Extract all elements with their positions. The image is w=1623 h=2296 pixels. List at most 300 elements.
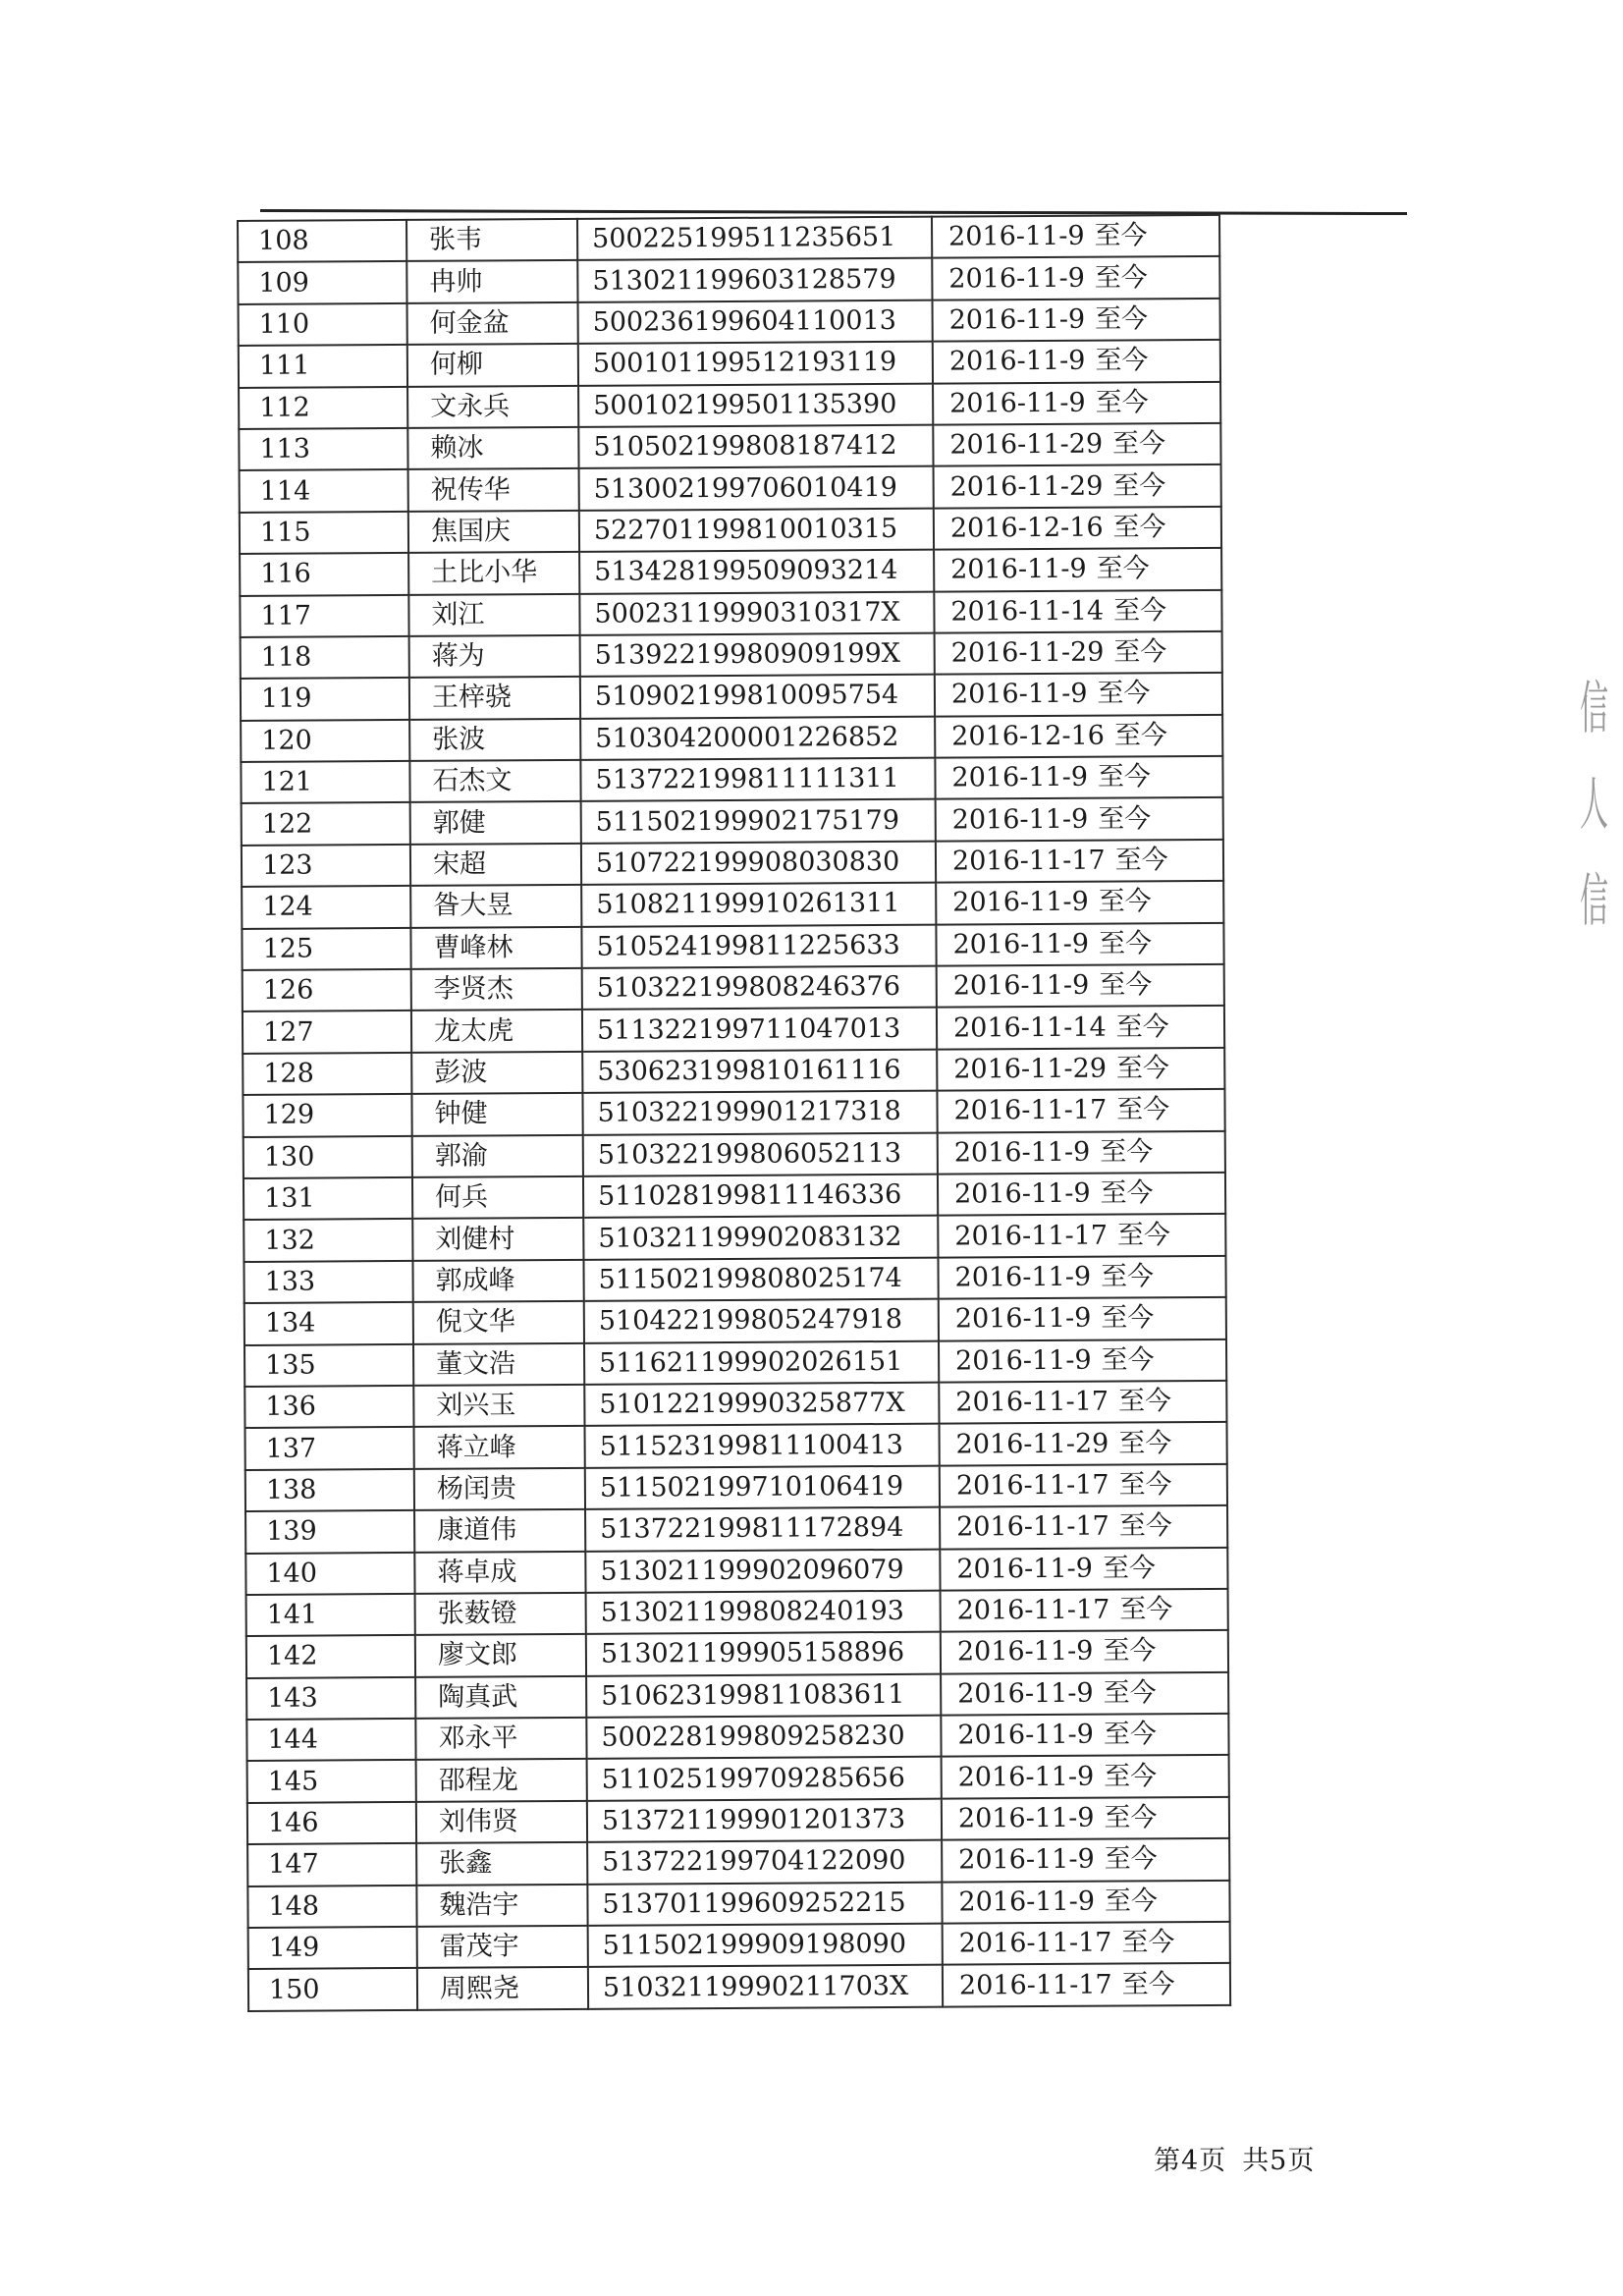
start-date: 2016-11-14 — [952, 1011, 1107, 1044]
name-cell: 郭渝 — [412, 1134, 583, 1176]
id-number-cell: 51032119990211703X — [588, 1965, 943, 2009]
date-range-cell — [938, 1256, 1225, 1299]
date-range-cell — [932, 256, 1219, 300]
start-date: 2016-11-17 — [956, 1510, 1109, 1543]
row-number-cell: 139 — [245, 1510, 414, 1553]
table-row — [238, 256, 1219, 303]
name-cell: 康道伟 — [414, 1509, 585, 1552]
start-date: 2016-11-9 — [950, 554, 1087, 585]
date-range-cell — [937, 1006, 1224, 1049]
table-row — [244, 1297, 1226, 1344]
name-cell: 张薮镫 — [415, 1593, 586, 1635]
end-status: 至今 — [1113, 594, 1167, 627]
id-number-cell: 510322199901217318 — [582, 1091, 937, 1135]
id-number-cell: 513428199509093214 — [579, 550, 934, 594]
date-range-cell — [933, 381, 1220, 424]
id-number-cell: 513722199704122090 — [587, 1840, 942, 1885]
row-number-cell: 122 — [242, 802, 410, 845]
row-number-cell: 132 — [243, 1219, 412, 1261]
end-status: 至今 — [1112, 512, 1166, 543]
row-number-cell: 112 — [239, 387, 407, 429]
id-number-cell: 51392219980909199X — [580, 633, 935, 678]
start-date: 2016-11-9 — [948, 346, 1086, 377]
end-status: 至今 — [1113, 720, 1167, 751]
id-number-cell: 510322199806052113 — [583, 1132, 938, 1176]
date-range-cell — [940, 1464, 1227, 1507]
table-row — [241, 756, 1222, 803]
name-cell: 张波 — [409, 719, 580, 761]
row-number-cell: 130 — [243, 1136, 412, 1178]
start-date: 2016-11-17 — [953, 1094, 1108, 1126]
end-status: 至今 — [1118, 1427, 1172, 1459]
name-cell: 李贤杰 — [411, 968, 582, 1011]
name-cell: 陶真武 — [415, 1676, 586, 1719]
end-status: 至今 — [1117, 1386, 1172, 1417]
name-cell: 曹峰林 — [410, 927, 581, 969]
end-status: 至今 — [1102, 1552, 1156, 1584]
id-number-cell: 500102199501135390 — [578, 383, 933, 427]
roster-table-body — [238, 215, 1230, 2011]
row-number-cell: 113 — [239, 428, 407, 470]
row-number-cell: 108 — [238, 220, 406, 262]
start-date: 2016-11-9 — [955, 1344, 1092, 1377]
name-cell: 冉帅 — [406, 260, 577, 302]
id-number-cell: 50023119990310317X — [579, 591, 934, 635]
date-range-cell — [937, 964, 1224, 1008]
end-status: 至今 — [1103, 1635, 1157, 1667]
name-cell: 何柳 — [407, 344, 578, 386]
end-status: 至今 — [1101, 1302, 1155, 1334]
start-date: 2016-11-17 — [956, 1594, 1110, 1626]
start-date: 2016-11-9 — [948, 220, 1085, 252]
row-number-cell: 115 — [240, 512, 408, 554]
date-range-cell — [941, 1714, 1228, 1757]
start-date: 2016-11-9 — [950, 679, 1088, 711]
end-status: 至今 — [1096, 553, 1150, 584]
id-number-cell: 513021199902096079 — [585, 1549, 940, 1593]
start-date: 2016-12-16 — [949, 512, 1104, 544]
id-number-cell: 500225199511235651 — [577, 217, 932, 261]
end-status: 至今 — [1104, 1886, 1159, 1917]
table-row — [245, 1422, 1227, 1469]
id-number-cell: 511502199902175179 — [581, 799, 936, 844]
table-row — [246, 1714, 1228, 1761]
id-number-cell: 510322199808246376 — [582, 966, 937, 1011]
start-date: 2016-11-29 — [953, 1053, 1108, 1085]
end-status: 至今 — [1119, 1594, 1173, 1625]
start-date: 2016-11-9 — [956, 1553, 1093, 1585]
date-range-cell — [941, 1589, 1228, 1632]
name-cell: 魏浩宇 — [416, 1884, 587, 1926]
end-status: 至今 — [1095, 345, 1149, 377]
date-range-cell — [943, 1922, 1230, 1965]
date-range-cell — [936, 840, 1223, 883]
name-cell: 雷茂宇 — [417, 1926, 588, 1968]
table-row — [240, 465, 1221, 512]
date-range-cell — [942, 1838, 1229, 1882]
table-row — [239, 340, 1220, 387]
end-status: 至今 — [1103, 1677, 1157, 1709]
date-range-cell — [939, 1381, 1226, 1424]
row-number-cell: 144 — [246, 1719, 415, 1761]
row-number-cell: 120 — [241, 720, 409, 762]
start-date: 2016-11-9 — [948, 303, 1086, 336]
id-number-cell: 511523199811100413 — [585, 1424, 940, 1468]
table-row — [242, 881, 1223, 928]
id-number-cell: 510502199808187412 — [578, 425, 933, 469]
id-number-cell: 513021199905158896 — [586, 1632, 941, 1676]
row-number-cell: 109 — [238, 261, 406, 303]
row-number-cell: 150 — [248, 1968, 417, 2010]
row-number-cell: 127 — [243, 1011, 411, 1053]
row-number-cell: 110 — [239, 303, 407, 346]
id-number-cell: 510722199908030830 — [581, 842, 936, 886]
end-status: 至今 — [1098, 886, 1152, 918]
end-status: 至今 — [1094, 220, 1148, 251]
start-date: 2016-11-9 — [957, 1719, 1095, 1751]
table-row — [241, 715, 1222, 762]
start-date: 2016-11-9 — [951, 761, 1089, 793]
date-range-cell — [940, 1505, 1227, 1549]
start-date: 2016-11-14 — [950, 595, 1105, 628]
table-row — [247, 1838, 1229, 1886]
row-number-cell: 129 — [243, 1094, 411, 1136]
end-status: 至今 — [1098, 928, 1153, 959]
date-range-cell — [935, 756, 1222, 799]
end-status: 至今 — [1116, 1094, 1170, 1125]
name-cell: 刘伟贤 — [416, 1801, 587, 1843]
table-row — [248, 1922, 1230, 1969]
name-cell: 蒋为 — [409, 635, 580, 678]
id-number-cell: 510304200001226852 — [580, 716, 935, 760]
top-rule-line — [260, 209, 1407, 215]
id-number-cell: 513701199609252215 — [587, 1882, 942, 1926]
id-number-cell: 510422199805247918 — [584, 1299, 939, 1343]
id-number-cell: 500236199604110013 — [578, 300, 933, 344]
name-cell: 昝大昱 — [410, 885, 581, 927]
table-row — [243, 1256, 1225, 1303]
table-row — [243, 1048, 1224, 1095]
end-status: 至今 — [1116, 1219, 1171, 1251]
page-footer — [1154, 2139, 1315, 2177]
end-status: 至今 — [1104, 1843, 1158, 1876]
id-number-cell: 513021199808240193 — [586, 1591, 941, 1635]
name-cell: 张鑫 — [416, 1842, 587, 1885]
table-row — [241, 631, 1222, 679]
row-number-cell: 145 — [247, 1760, 416, 1802]
name-cell: 杨闰贵 — [414, 1468, 585, 1510]
row-number-cell: 118 — [241, 636, 409, 679]
table-row — [247, 1755, 1229, 1802]
start-date: 2016-11-9 — [952, 887, 1089, 918]
end-status: 至今 — [1100, 1261, 1155, 1292]
table-row — [242, 840, 1223, 887]
table-row — [245, 1547, 1227, 1594]
name-cell: 郭健 — [410, 801, 581, 844]
name-cell: 董文浩 — [413, 1342, 584, 1385]
date-range-cell — [938, 1173, 1225, 1216]
end-status: 至今 — [1115, 1011, 1169, 1043]
name-cell: 祝传华 — [408, 468, 579, 511]
name-cell: 郭成峰 — [412, 1260, 583, 1302]
table-row — [244, 1381, 1226, 1428]
id-number-cell: 500228199809258230 — [586, 1716, 941, 1760]
row-number-cell: 126 — [243, 969, 411, 1011]
id-number-cell: 530623199810161116 — [582, 1049, 937, 1093]
date-range-cell — [938, 1214, 1225, 1257]
table-row — [246, 1672, 1228, 1720]
id-number-cell: 522701199810010315 — [579, 508, 934, 552]
row-number-cell: 116 — [240, 553, 408, 595]
name-cell: 石杰文 — [409, 760, 580, 802]
row-number-cell: 134 — [244, 1302, 413, 1344]
start-date: 2016-11-9 — [954, 1303, 1092, 1335]
date-range-cell — [934, 589, 1221, 632]
name-cell: 邓永平 — [415, 1718, 586, 1760]
start-date: 2016-11-17 — [958, 1969, 1112, 2001]
date-range-cell — [935, 631, 1222, 675]
table-row — [241, 673, 1222, 720]
start-date: 2016-11-9 — [949, 387, 1086, 419]
id-number-cell: 511502199710106419 — [585, 1465, 940, 1509]
row-number-cell: 121 — [241, 761, 409, 803]
end-status: 至今 — [1097, 761, 1152, 793]
end-status: 至今 — [1111, 428, 1166, 460]
page-number: 第4页 — [1154, 2146, 1227, 2176]
table-row — [238, 215, 1219, 262]
id-number-cell: 500101199512193119 — [578, 342, 933, 386]
date-range-cell — [936, 797, 1223, 841]
row-number-cell: 146 — [247, 1802, 416, 1844]
date-range-cell — [933, 423, 1220, 466]
end-status: 至今 — [1118, 1510, 1172, 1542]
date-range-cell — [937, 1089, 1224, 1132]
table-row — [243, 964, 1224, 1011]
end-status: 至今 — [1099, 969, 1153, 1001]
name-cell: 蒋立峰 — [414, 1426, 585, 1468]
name-cell: 刘江 — [408, 593, 579, 635]
date-range-cell — [937, 1048, 1224, 1091]
end-status: 至今 — [1121, 1927, 1175, 1958]
name-cell: 钟健 — [411, 1093, 582, 1135]
end-status: 至今 — [1103, 1719, 1158, 1750]
date-range-cell — [934, 507, 1221, 550]
id-number-cell: 513021199603128579 — [577, 258, 932, 302]
id-number-cell: 513721199901201373 — [587, 1798, 942, 1842]
id-number-cell: 513002199706010419 — [579, 466, 934, 511]
row-number-cell: 125 — [242, 928, 410, 970]
end-status: 至今 — [1095, 387, 1149, 418]
row-number-cell: 141 — [246, 1594, 415, 1636]
end-status: 至今 — [1100, 1177, 1154, 1209]
date-range-cell — [935, 673, 1222, 716]
end-status: 至今 — [1121, 1968, 1175, 2000]
date-range-cell — [941, 1630, 1228, 1673]
table-row — [239, 423, 1220, 470]
name-cell: 彭波 — [411, 1052, 582, 1094]
row-number-cell: 137 — [245, 1427, 414, 1469]
name-cell: 土比小华 — [408, 552, 579, 594]
start-date: 2016-11-9 — [952, 928, 1090, 960]
row-number-cell: 138 — [245, 1469, 414, 1511]
end-status: 至今 — [1095, 303, 1149, 335]
id-number-cell: 510321199902083132 — [583, 1216, 938, 1260]
row-number-cell: 128 — [243, 1053, 411, 1095]
table-row — [247, 1880, 1229, 1927]
name-cell: 文永兵 — [407, 385, 578, 427]
end-status: 至今 — [1115, 1053, 1170, 1084]
name-cell: 倪文华 — [413, 1301, 584, 1343]
row-number-cell: 124 — [242, 886, 410, 928]
id-number-cell: 511502199808025174 — [583, 1257, 938, 1301]
date-range-cell — [936, 881, 1223, 924]
date-range-cell — [934, 465, 1221, 508]
id-number-cell: 511025199709285656 — [587, 1757, 942, 1801]
table-row — [248, 1963, 1230, 2010]
start-date: 2016-11-9 — [953, 1136, 1091, 1169]
date-range-cell — [936, 923, 1223, 966]
id-number-cell: 510524199811225633 — [581, 924, 936, 968]
table-row — [240, 548, 1221, 595]
start-date: 2016-11-29 — [949, 428, 1104, 461]
id-number-cell: 513722199811172894 — [585, 1507, 940, 1552]
table-row — [242, 797, 1223, 845]
date-range-cell — [940, 1547, 1227, 1590]
roster-table-wrapper — [237, 214, 1231, 2012]
start-date: 2016-11-17 — [951, 845, 1106, 877]
id-number-cell: 511502199909198090 — [588, 1924, 943, 1968]
date-range-cell — [942, 1880, 1229, 1923]
row-number-cell: 114 — [240, 469, 408, 512]
date-range-cell — [939, 1297, 1226, 1340]
date-range-cell — [933, 340, 1220, 383]
id-number-cell: 51012219990325877X — [584, 1383, 939, 1427]
name-cell: 何兵 — [412, 1176, 583, 1219]
table-row — [246, 1630, 1228, 1677]
page-total: 共5页 — [1242, 2146, 1316, 2176]
start-date: 2016-11-29 — [955, 1428, 1109, 1460]
end-status: 至今 — [1114, 845, 1168, 876]
seal-stamp-partial: 信人信 — [1575, 678, 1608, 966]
start-date: 2016-11-9 — [952, 969, 1090, 1002]
date-range-cell — [932, 215, 1219, 258]
start-date: 2016-11-9 — [958, 1886, 1096, 1918]
row-number-cell: 133 — [243, 1261, 412, 1303]
table-row — [240, 507, 1221, 554]
end-status: 至今 — [1094, 261, 1148, 294]
name-cell: 王梓骁 — [409, 677, 580, 719]
table-row — [247, 1797, 1229, 1844]
start-date: 2016-11-9 — [948, 262, 1085, 295]
start-date: 2016-11-17 — [954, 1220, 1109, 1252]
id-number-cell: 510821199910261311 — [581, 883, 936, 927]
end-status: 至今 — [1118, 1469, 1172, 1501]
row-number-cell: 148 — [247, 1886, 416, 1928]
name-cell: 焦国庆 — [408, 511, 579, 553]
date-range-cell — [933, 299, 1220, 342]
table-row — [243, 1006, 1224, 1053]
table-row — [240, 589, 1221, 636]
end-status: 至今 — [1113, 636, 1167, 668]
row-number-cell: 149 — [248, 1927, 417, 1969]
name-cell: 蒋卓成 — [414, 1551, 585, 1593]
name-cell: 刘健村 — [412, 1218, 583, 1260]
table-row — [243, 1130, 1225, 1177]
row-number-cell: 142 — [246, 1635, 415, 1677]
date-range-cell — [938, 1130, 1225, 1174]
name-cell: 张韦 — [406, 219, 577, 261]
date-range-cell — [942, 1755, 1229, 1798]
row-number-cell: 111 — [239, 345, 407, 387]
row-number-cell: 117 — [240, 594, 408, 636]
date-range-cell — [942, 1797, 1229, 1840]
row-number-cell: 136 — [244, 1386, 413, 1428]
table-row — [239, 381, 1220, 428]
table-row — [243, 1214, 1225, 1261]
id-number-cell: 511028199811146336 — [583, 1175, 938, 1219]
table-row — [246, 1589, 1228, 1636]
roster-table — [237, 214, 1231, 2012]
row-number-cell: 143 — [246, 1677, 415, 1720]
start-date: 2016-11-9 — [958, 1844, 1095, 1876]
start-date: 2016-11-9 — [956, 1636, 1094, 1668]
end-status: 至今 — [1112, 469, 1166, 502]
name-cell: 龙太虎 — [411, 1010, 582, 1052]
name-cell: 何金盆 — [407, 302, 578, 345]
name-cell: 邵程龙 — [416, 1759, 587, 1801]
start-date: 2016-11-17 — [958, 1927, 1112, 1959]
start-date: 2016-11-29 — [950, 636, 1105, 669]
row-number-cell: 140 — [245, 1552, 414, 1594]
start-date: 2016-11-9 — [957, 1677, 1094, 1710]
table-row — [242, 923, 1223, 970]
start-date: 2016-11-9 — [954, 1261, 1092, 1293]
id-number-cell: 510623199811083611 — [586, 1673, 941, 1718]
start-date: 2016-11-9 — [957, 1802, 1095, 1834]
end-status: 至今 — [1097, 678, 1151, 710]
table-row — [245, 1464, 1227, 1511]
date-range-cell — [939, 1339, 1226, 1382]
start-date: 2016-11-9 — [957, 1761, 1095, 1793]
start-date: 2016-11-29 — [949, 470, 1104, 503]
name-cell: 刘兴玉 — [413, 1385, 584, 1427]
table-row — [244, 1339, 1226, 1386]
end-status: 至今 — [1100, 1136, 1154, 1168]
id-number-cell: 511621199902026151 — [584, 1340, 939, 1385]
date-range-cell — [940, 1422, 1227, 1465]
end-status: 至今 — [1101, 1344, 1155, 1376]
date-range-cell — [935, 715, 1222, 758]
start-date: 2016-11-17 — [955, 1386, 1109, 1418]
table-row — [243, 1173, 1225, 1220]
id-number-cell: 513722199811111311 — [580, 758, 935, 802]
name-cell: 周熙尧 — [417, 1967, 588, 2009]
start-date: 2016-11-17 — [955, 1469, 1109, 1502]
date-range-cell — [934, 548, 1221, 591]
name-cell: 廖文郎 — [415, 1634, 586, 1676]
row-number-cell: 135 — [244, 1343, 413, 1386]
id-number-cell: 510902199810095754 — [580, 675, 935, 719]
row-number-cell: 119 — [241, 678, 409, 720]
name-cell: 赖冰 — [407, 427, 578, 469]
end-status: 至今 — [1104, 1760, 1158, 1792]
end-status: 至今 — [1104, 1802, 1158, 1833]
start-date: 2016-11-9 — [951, 803, 1089, 836]
name-cell: 宋超 — [410, 844, 581, 886]
table-row — [245, 1505, 1227, 1553]
id-number-cell: 511322199711047013 — [582, 1008, 937, 1052]
row-number-cell: 147 — [247, 1843, 416, 1886]
